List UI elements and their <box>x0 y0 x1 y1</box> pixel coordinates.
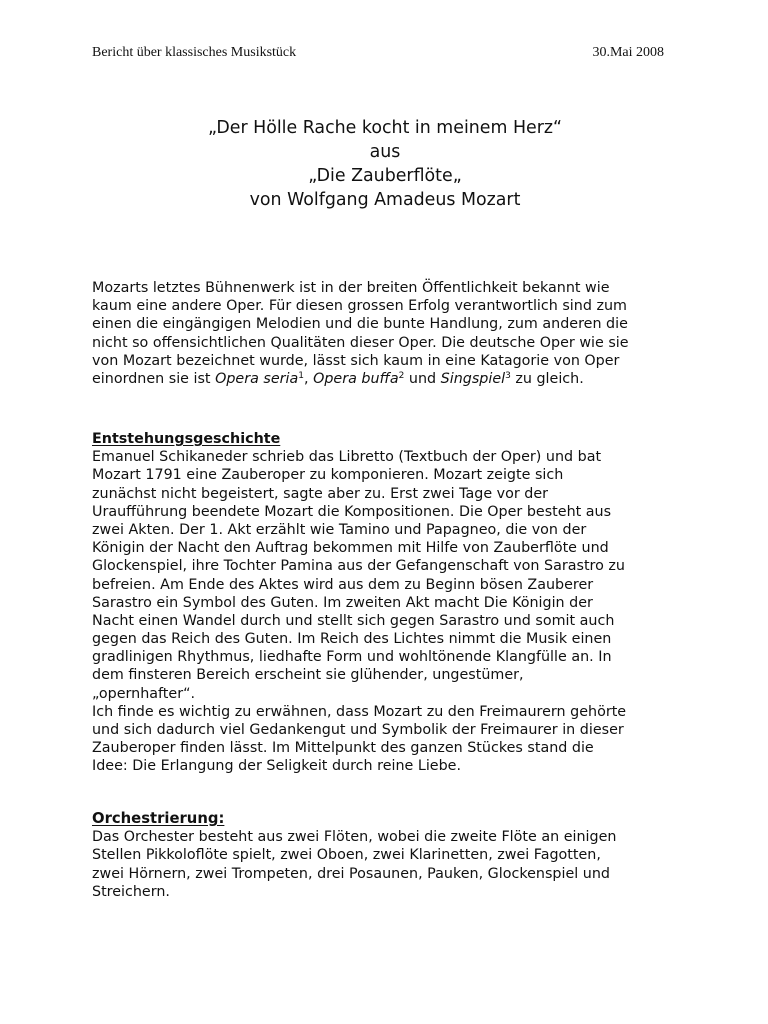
history-line: gradlinigen Rhythmus, liedhafte Form und wohltönende Klangfülle an. In <box>92 649 612 666</box>
term-opera-seria: Opera seria <box>215 370 299 387</box>
history-line: Idee: Die Erlangung der Seligkeit durch reine Liebe. <box>92 758 462 775</box>
header-title: Bericht über klassisches Musikstück <box>92 45 297 60</box>
orchestration-line: Streichern. <box>92 883 170 900</box>
title-line-3: „Die Zauberflöte„ <box>308 166 462 186</box>
history-line: gegen das Reich des Guten. Im Reich des Lichtes nimmt die Musik einen <box>92 631 612 648</box>
history-line: Emanuel Schikaneder schrieb das Libretto (Textbuch der Oper) und bat <box>92 449 602 466</box>
history-line: Mozart 1791 eine Zauberoper zu komponieren. Mozart zeigte sich <box>92 467 564 484</box>
title-line-1: „Der Hölle Rache kocht in meinem Herz“ <box>207 118 563 138</box>
intro-line: einen die eingängigen Melodien und die bunte Handlung, zum anderen die <box>92 316 628 333</box>
header-date: 30.Mai 2008 <box>592 45 664 60</box>
history-section <box>92 430 682 776</box>
history-heading: Entstehungsgeschichte <box>92 431 281 447</box>
intro-line: kaum eine andere Oper. Für diesen grossen Erfolg verantwortlich sind zum <box>92 298 627 315</box>
history-line: „opernhafter“. <box>92 685 196 702</box>
document-title <box>60 116 710 212</box>
intro-last-prefix: einordnen sie ist <box>92 370 216 387</box>
footnote-ref-2: 2 <box>398 370 405 381</box>
intro-sep-1: , <box>303 370 314 387</box>
footnote-ref-1: 1 <box>298 370 304 381</box>
intro-last-suffix: zu gleich. <box>510 370 584 387</box>
orchestration-line: Das Orchester besteht aus zwei Flöten, wobei die zweite Flöte an einigen <box>92 829 617 846</box>
history-line: dem finsteren Bereich erscheint sie glühender, ungestümer, <box>92 667 524 684</box>
title-line-4: von Wolfgang Amadeus Mozart <box>249 190 521 210</box>
term-opera-buffa: Opera buffa <box>313 370 399 387</box>
history-line: Ich finde es wichtig zu erwähnen, dass Mozart zu den Freimaurern gehörte <box>92 703 627 720</box>
intro-line: Mozarts letztes Bühnenwerk ist in der breiten Öffentlichkeit bekannt wie <box>92 280 610 296</box>
title-line-2: aus <box>369 142 401 162</box>
history-line: zwei Akten. Der 1. Akt erzählt wie Tamino und Papagneo, die von der <box>92 521 587 538</box>
orchestration-section <box>92 810 682 901</box>
orchestration-line: Stellen Pikkoloflöte spielt, zwei Oboen, zwei Klarinetten, zwei Fagotten, <box>92 847 601 864</box>
footnote-ref-3: 3 <box>505 370 511 381</box>
history-line: befreien. Am Ende des Aktes wird aus dem zu Beginn bösen Zauberer <box>92 576 594 593</box>
orchestration-line: zwei Hörnern, zwei Trompeten, drei Posaunen, Pauken, Glockenspiel und <box>92 865 610 882</box>
intro-last-line <box>92 370 682 388</box>
intro-sep-2: und <box>404 370 441 387</box>
history-line: Sarastro ein Symbol des Guten. Im zweiten Akt macht Die Königin der <box>92 594 593 611</box>
intro-paragraph <box>92 279 682 388</box>
history-line: Königin der Nacht den Auftrag bekommen mit Hilfe von Zauberflöte und <box>92 540 609 557</box>
orchestration-heading: Orchestrierung: <box>92 810 225 827</box>
term-singspiel: Singspiel <box>440 370 506 387</box>
history-line: Uraufführung beendete Mozart die Kompositionen. Die Oper besteht aus <box>92 503 612 520</box>
history-line: und sich dadurch viel Gedankengut und Symbolik der Freimaurer in dieser <box>92 722 624 738</box>
history-line: Glockenspiel, ihre Tochter Pamina aus der Gefangenschaft von Sarastro zu <box>92 558 625 575</box>
intro-line: von Mozart bezeichnet wurde, lässt sich kaum in eine Katagorie von Oper <box>92 352 620 369</box>
history-line: zunächst nicht begeistert, sagte aber zu. Erst zwei Tage vor der <box>92 485 549 502</box>
history-line: Zauberoper finden lässt. Im Mittelpunkt des ganzen Stückes stand die <box>92 740 594 757</box>
history-line: Nacht einen Wandel durch und stellt sich gegen Sarastro und somit auch <box>92 612 615 629</box>
intro-line: nicht so offensichtlichen Qualitäten dieser Oper. Die deutsche Oper wie sie <box>92 334 629 351</box>
